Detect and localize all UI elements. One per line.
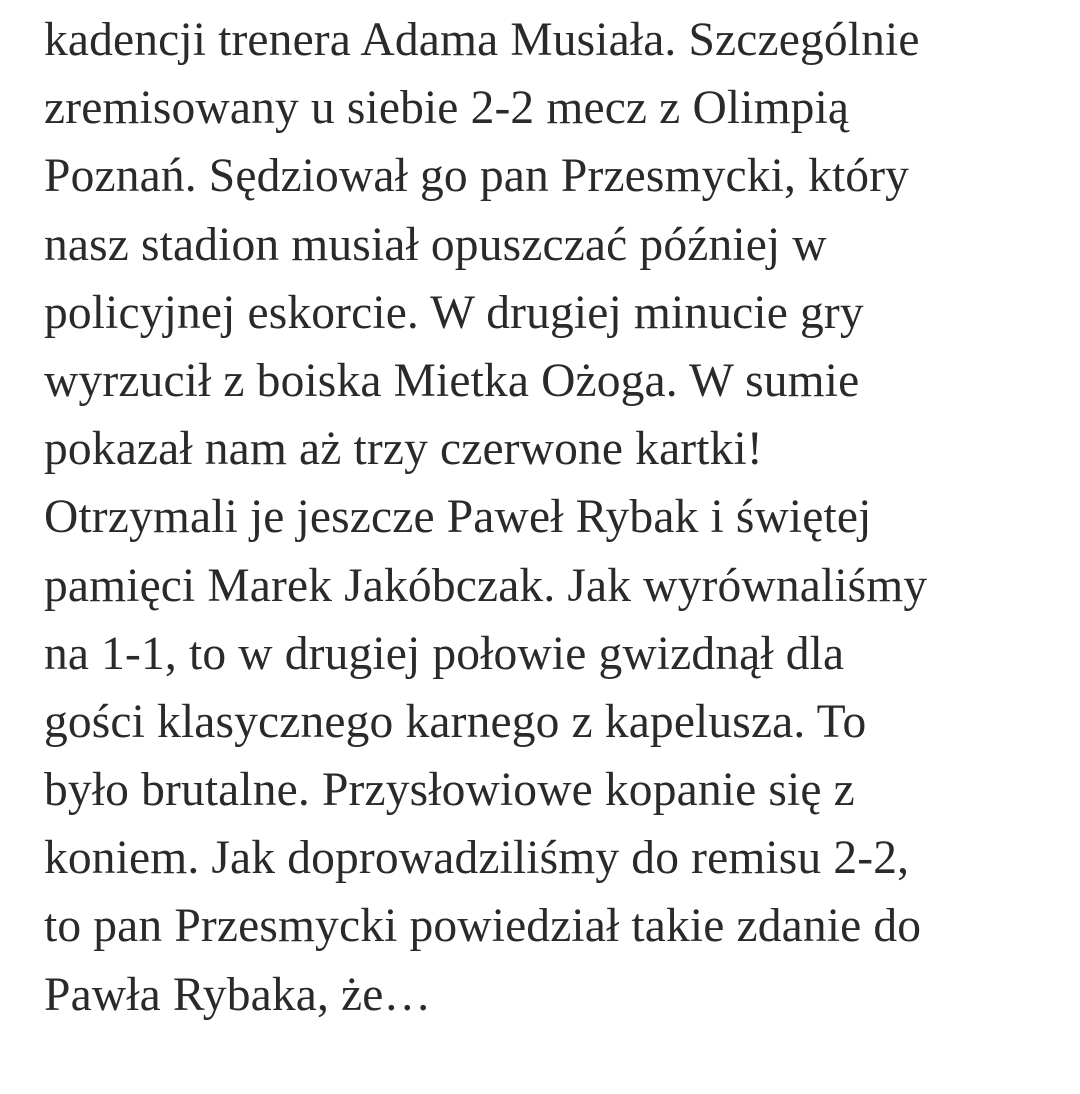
article-line: Pawła Rybaka, że…: [44, 968, 432, 1021]
article-line: gości klasycznego karnego z kapelusza. To: [44, 695, 867, 748]
article-paragraph: [44, 6, 1054, 1029]
article-line: pamięci Marek Jakóbczak. Jak wyrównaliśmy: [44, 559, 928, 612]
article-line: koniem. Jak doprowadziliśmy do remisu 2-2,: [44, 832, 910, 885]
article-line: było brutalne. Przysłowiowe kopanie się z: [44, 764, 855, 817]
article-line: Poznań. Sędziował go pan Przesmycki, który: [44, 150, 910, 203]
article-line: policyjnej eskorcie. W drugiej minucie gry: [44, 286, 864, 339]
article-line: pokazał nam aż trzy czerwone kartki!: [44, 423, 763, 476]
article-line: zremisowany u siebie 2-2 mecz z Olimpią: [44, 82, 850, 135]
article-line: Otrzymali je jeszcze Paweł Rybak i świętej: [44, 491, 872, 544]
article-line: na 1-1, to w drugiej połowie gwizdnął dla: [44, 627, 845, 680]
article-line: wyrzucił z boiska Mietka Ożoga. W sumie: [44, 354, 860, 407]
article-line: to pan Przesmycki powiedział takie zdanie do: [44, 900, 922, 953]
article-line: nasz stadion musiał opuszczać później w: [44, 218, 827, 271]
article-line: kadencji trenera Adama Musiała. Szczególnie: [44, 14, 920, 66]
